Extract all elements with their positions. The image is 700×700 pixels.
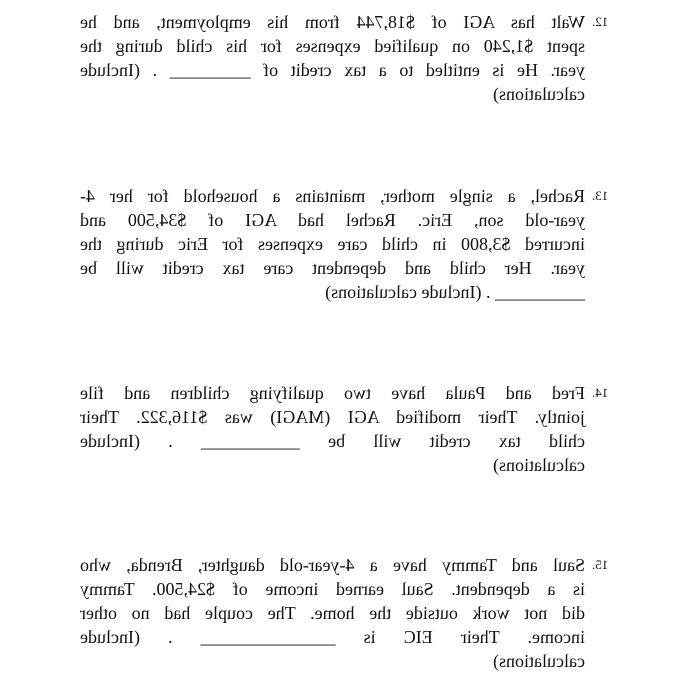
question-text-line: year. Her child and dependent care tax credit will be: [80, 258, 585, 278]
question-14: [80, 381, 609, 477]
question-text-line: Walt has AGI of $18,744 from his employment, and he: [80, 12, 585, 32]
question-text-line: jointly. Their modified AGI (MAGI) was $116,322. Their: [80, 407, 585, 427]
question-text-line: __________ . (Include calculations): [325, 282, 585, 302]
question-text-line: spent $1,240 on qualified expenses for his child during the: [80, 36, 585, 56]
question-12: [80, 10, 609, 106]
question-number: 13.: [592, 188, 609, 203]
question-text-line: incurred $3,800 in child care expenses for Eric during the: [80, 234, 585, 254]
question-text-line: Rachel, a single mother, maintains a household for her 4-: [80, 186, 585, 206]
question-text-line: child tax credit will be ___________ . (Include: [80, 431, 585, 451]
question-number: 15.: [592, 557, 609, 572]
question-15: [80, 553, 609, 673]
question-text-line: calculations): [493, 455, 585, 475]
question-text-line: income. Their EIC is _______________ . (Include: [80, 627, 585, 647]
question-number: 12.: [592, 14, 609, 29]
question-text-line: year. He is entitled to a tax credit of _________ . (Include: [80, 60, 585, 80]
question-text-line: is a dependent. Saul earned income of $24,500. Tammy: [80, 579, 585, 599]
question-13: [80, 184, 609, 304]
question-text-line: calculations): [493, 84, 585, 104]
question-text-line: year-old son, Eric. Rachel had AGI of $34,500 and: [80, 210, 585, 230]
question-text-line: Fred and Paula have two qualifying children and file: [80, 383, 585, 403]
question-number: 14.: [592, 385, 609, 400]
question-text-line: Saul and Tammy have a 4-year-old daughter, Brenda, who: [80, 555, 585, 575]
question-text-line: calculations): [493, 651, 585, 671]
question-text-line: did not work outside the home. The couple had no other: [80, 603, 585, 623]
